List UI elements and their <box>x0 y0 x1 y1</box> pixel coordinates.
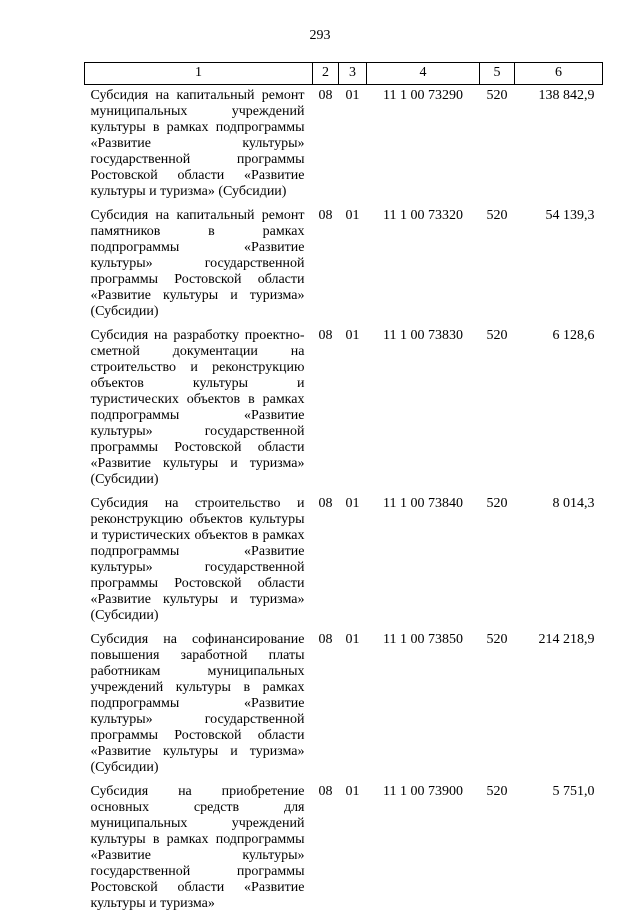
row-target-article: 11 1 00 73900 <box>383 784 463 799</box>
row-section: 08 <box>318 88 333 103</box>
column-header-3: 3 <box>339 63 367 85</box>
table-row <box>85 496 603 632</box>
row-name: Субсидия на строительство и реконструкцию объектов культуры и туристических объектов в рамках подпрограммы «Развитие культуры» государственной программы Ростовской области «Развитие культуры и туризма» (Субсидии) <box>90 496 305 623</box>
page-number: 293 <box>309 28 331 43</box>
row-section: 08 <box>318 208 333 223</box>
row-name: Субсидия на софинансирование повышения заработной платы работникам муниципальных учреждений культуры в рамках подпрограммы «Развитие культуры» государственной программы Ростовской области «Развитие культуры и туризма» (Субсидии) <box>90 632 305 775</box>
row-expense-type: 520 <box>486 496 508 511</box>
row-subsection: 01 <box>345 632 360 647</box>
row-section: 08 <box>318 328 333 343</box>
table-header-row <box>85 63 603 85</box>
row-name: Субсидия на разработку проектно-сметной документации на строительство и реконструкцию объектов культуры и туристических объектов в рамках подпрограммы «Развитие культуры» государственной программы Ростовской области «Развитие культуры и туризма» (Субсидии) <box>90 328 305 487</box>
row-amount: 138 842,9 <box>538 88 595 103</box>
row-expense-type: 520 <box>486 784 508 799</box>
column-header-6: 6 <box>515 63 603 85</box>
row-expense-type: 520 <box>486 208 508 223</box>
table-row <box>85 85 603 209</box>
row-subsection: 01 <box>345 208 360 223</box>
table-row <box>85 208 603 328</box>
budget-table <box>84 62 603 920</box>
row-expense-type: 520 <box>486 88 508 103</box>
row-target-article: 11 1 00 73830 <box>383 328 463 343</box>
row-subsection: 01 <box>345 328 360 343</box>
row-name: Субсидия на приобретение основных средств для муниципальных учреждений культуры в рамках подпрограммы «Развитие культуры» государственной программы Ростовской области «Развитие культуры и туризма» <box>90 784 305 911</box>
row-amount: 54 139,3 <box>545 208 595 223</box>
row-amount: 8 014,3 <box>552 496 595 511</box>
row-target-article: 11 1 00 73290 <box>383 88 463 103</box>
row-amount: 6 128,6 <box>552 328 595 343</box>
row-target-article: 11 1 00 73850 <box>383 632 463 647</box>
row-expense-type: 520 <box>486 632 508 647</box>
table-row <box>85 784 603 920</box>
table-row <box>85 328 603 496</box>
column-header-5: 5 <box>480 63 515 85</box>
row-name: Субсидия на капитальный ремонт муниципальных учреждений культуры в рамках подпрограммы «Развитие культуры» государственной программы Ростовской области «Развитие культуры и туризма» (Субсидии) <box>90 88 305 199</box>
column-header-2: 2 <box>313 63 339 85</box>
row-name: Субсидия на капитальный ремонт памятников в рамках подпрограммы «Развитие культуры» государственной программы Ростовской области «Развитие культуры и туризма» (Субсидии) <box>90 208 305 319</box>
row-section: 08 <box>318 784 333 799</box>
table-row <box>85 632 603 784</box>
row-target-article: 11 1 00 73840 <box>383 496 463 511</box>
row-subsection: 01 <box>345 784 360 799</box>
row-expense-type: 520 <box>486 328 508 343</box>
row-section: 08 <box>318 632 333 647</box>
row-target-article: 11 1 00 73320 <box>383 208 463 223</box>
column-header-4: 4 <box>367 63 480 85</box>
row-subsection: 01 <box>345 88 360 103</box>
column-header-1: 1 <box>85 63 313 85</box>
row-section: 08 <box>318 496 333 511</box>
row-amount: 5 751,0 <box>552 784 595 799</box>
row-amount: 214 218,9 <box>538 632 595 647</box>
row-subsection: 01 <box>345 496 360 511</box>
